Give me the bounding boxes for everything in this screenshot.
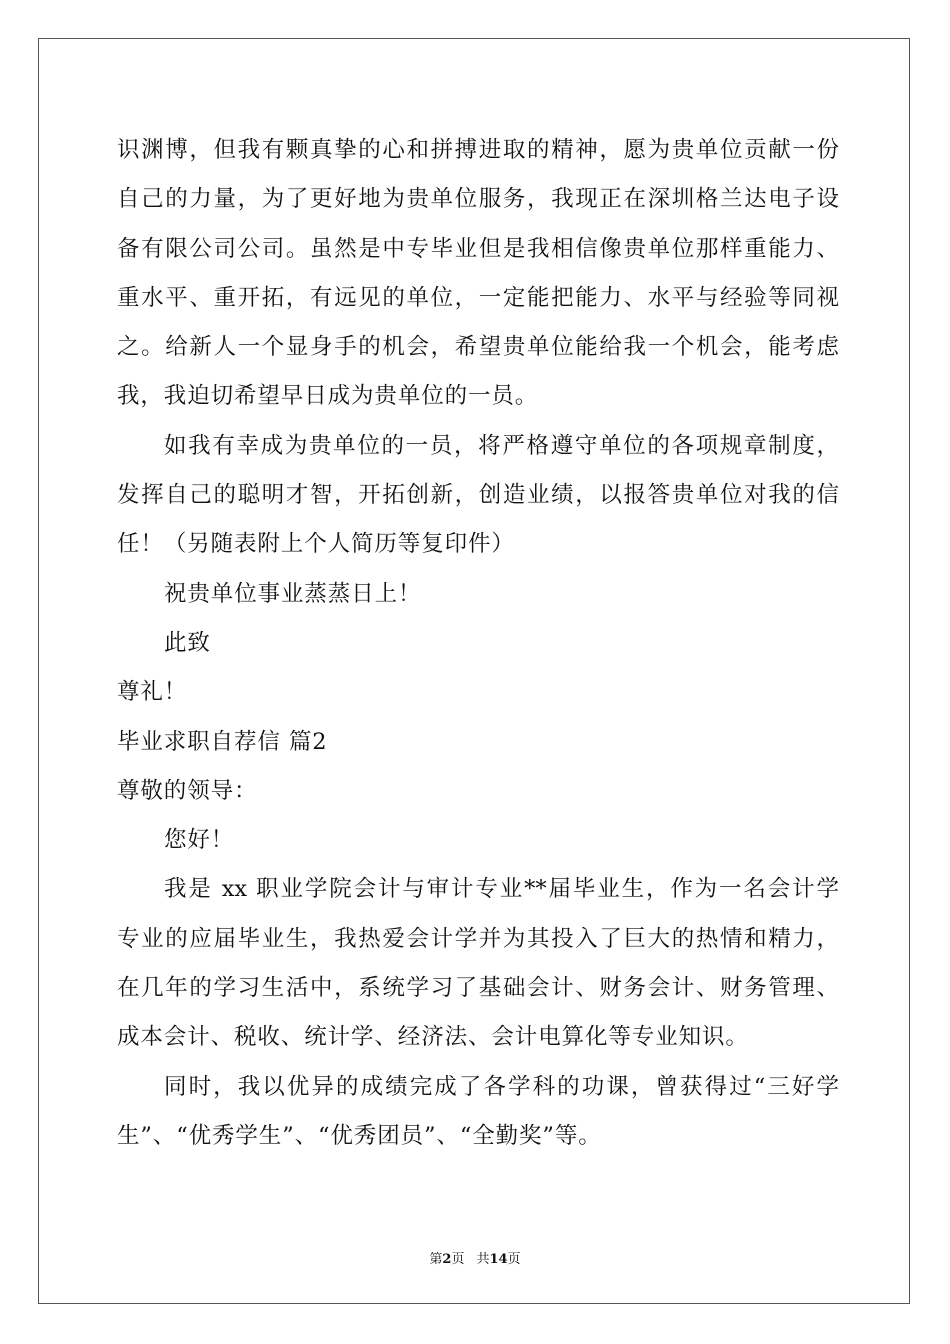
section-title: 毕业求职自荐信 篇2 bbox=[117, 728, 328, 755]
page-total: 14 bbox=[489, 1252, 508, 1267]
page-suffix: 页 bbox=[451, 1252, 465, 1267]
text-line: 同时，我以优异的成绩完成了各学科的功课，曾获得过“三好学 bbox=[164, 1073, 839, 1100]
document-body bbox=[117, 128, 839, 1163]
text-line: 自己的力量，为了更好地为贵单位服务，我现正在深圳格兰达电子设 bbox=[117, 186, 839, 213]
salutation: 尊敬的领导： bbox=[117, 777, 258, 804]
text-line: 我，我迫切希望早日成为贵单位的一员。 bbox=[117, 383, 539, 410]
text-line: 识渊博，但我有颗真挚的心和拼搏进取的精神，愿为贵单位贡献一份 bbox=[117, 137, 839, 163]
text-line: 重水平、重开拓，有远见的单位，一定能把能力、水平与经验等同视 bbox=[117, 284, 839, 311]
total-suffix: 页 bbox=[507, 1252, 521, 1267]
text-line: 在几年的学习生活中，系统学习了基础会计、财务会计、财务管理、 bbox=[117, 975, 839, 1002]
text-line: 成本会计、税收、统计学、经济法、会计电算化等专业知识。 bbox=[117, 1024, 749, 1051]
text-line: 任！（另随表附上个人简历等复印件） bbox=[117, 531, 515, 558]
text-line: 专业的应届毕业生，我热爱会计学并为其投入了巨大的热情和精力， bbox=[117, 925, 839, 952]
greeting: 您好！ bbox=[164, 827, 235, 854]
text-line: 如我有幸成为贵单位的一员，将严格遵守单位的各项规章制度， bbox=[164, 432, 839, 459]
total-prefix: 共 bbox=[476, 1252, 490, 1267]
closing-line: 此致 bbox=[164, 629, 211, 656]
text-line: 我是 xx 职业学院会计与审计专业**届毕业生，作为一名会计学 bbox=[164, 876, 839, 903]
wish-line: 祝贵单位事业蒸蒸日上！ bbox=[164, 580, 422, 607]
page-current: 2 bbox=[442, 1252, 452, 1267]
page-footer bbox=[0, 1248, 950, 1267]
page-prefix: 第 bbox=[429, 1252, 443, 1267]
text-line: 备有限公司公司。虽然是中专毕业但是我相信像贵单位那样重能力、 bbox=[117, 235, 839, 262]
closing-salute: 尊礼！ bbox=[117, 679, 188, 706]
text-line: 发挥自己的聪明才智，开拓创新，创造业绩，以报答贵单位对我的信 bbox=[117, 482, 839, 509]
text-line: 生”、“优秀学生”、“优秀团员”、“全勤奖”等。 bbox=[117, 1122, 602, 1149]
text-line: 之。给新人一个显身手的机会，希望贵单位能给我一个机会，能考虑 bbox=[117, 334, 839, 361]
